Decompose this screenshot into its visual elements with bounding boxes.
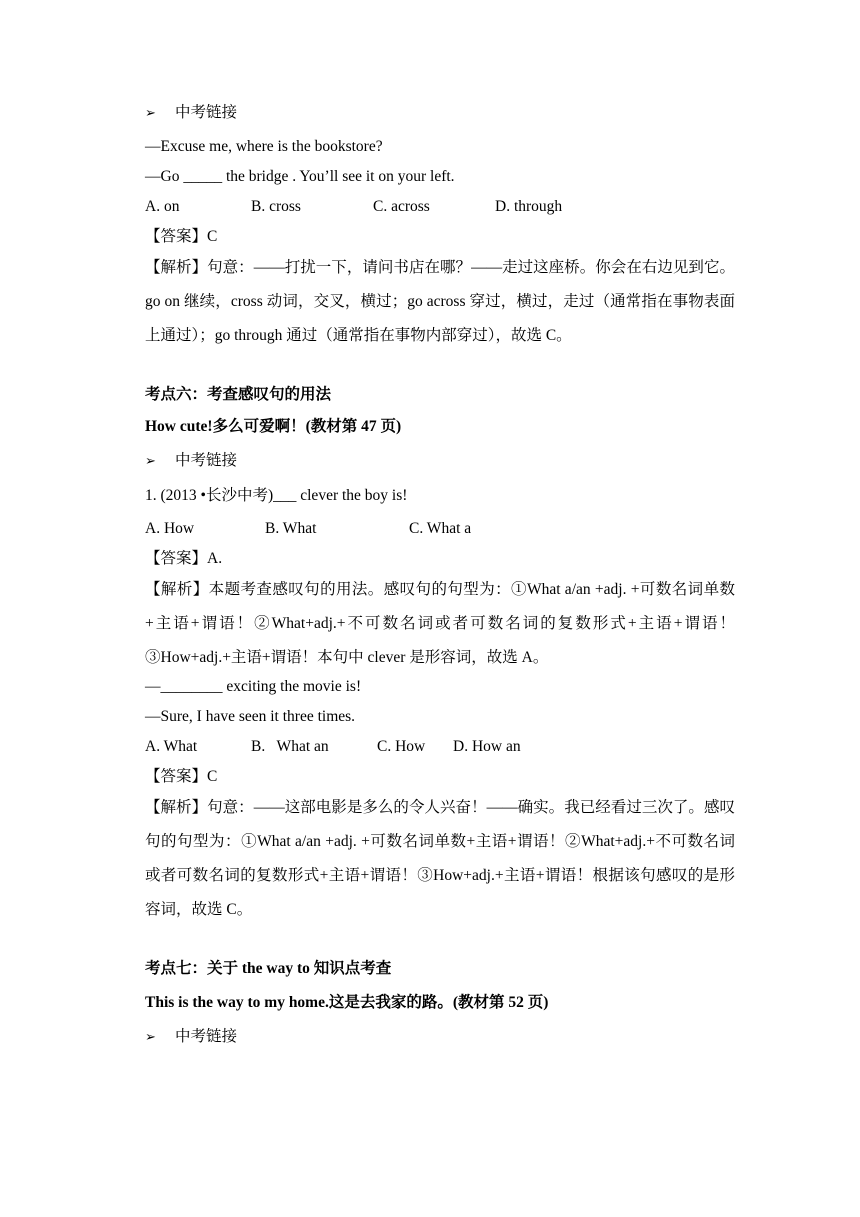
question-line: —Go _____ the bridge . You’ll see it on your left. (145, 168, 455, 185)
option: C. What a (409, 520, 472, 537)
option: A. What (145, 738, 198, 755)
option: D. through (495, 198, 563, 215)
option: B. What (265, 520, 317, 537)
option: C. How (377, 738, 426, 755)
question-line: —________ exciting the movie is! (145, 678, 362, 695)
arrow-bullet-icon: ➢ (145, 454, 156, 469)
analysis-paragraph: 【解析】句意：——打扰一下，请问书店在哪？——走过这座桥。你会在右边见到它。go on 继续，cross 动词，交叉，横过；go across 穿过，横过，走过（通常指在事物表面上通过）；go through 通过（通常指在事物内部穿过），故选 C。 (145, 259, 735, 344)
exam-link-heading: ➢ 中考链接 (145, 1027, 735, 1048)
section-heading: 考点七：关于 the way to 知识点考查 (145, 960, 392, 977)
arrow-bullet-icon: ➢ (145, 106, 156, 121)
section-subheading: This is the way to my home.这是去我家的路。(教材第 52 页) (145, 994, 549, 1011)
arrow-bullet-icon: ➢ (145, 1030, 156, 1045)
answer-options (145, 737, 735, 757)
answer: 【答案】C (145, 228, 218, 245)
exam-link-heading: ➢ 中考链接 (145, 451, 735, 472)
option: B. What an (251, 738, 329, 755)
analysis-paragraph: 【解析】句意：——这部电影是多么的令人兴奋！——确实。我已经看过三次了。感叹句的句型为：①What a/an +adj. +可数名词单数+主语+谓语！②What+adj.+不可数名词或者可数名词的复数形式+主语+谓语！③How+adj.+主语+谓语！根据该句感叹的是形容词，故选 C。 (145, 799, 735, 918)
answer-options (145, 197, 735, 217)
section-subheading: How cute!多么可爱啊！(教材第 47 页) (145, 418, 402, 435)
question-line: —Sure, I have seen it three times. (145, 708, 356, 725)
answer: 【答案】C (145, 768, 218, 785)
option: D. How an (453, 738, 521, 755)
analysis-paragraph: 【解析】本题考查感叹句的用法。感叹句的句型为：①What a/an +adj. +可数名词单数+主语+谓语！②What+adj.+不可数名词或者可数名词的复数形式+主语+谓语！③How+adj.+主语+谓语！本句中 clever 是形容词，故选 A。 (145, 581, 735, 666)
option: A. on (145, 198, 180, 215)
section-heading: 考点六：考查感叹句的用法 (145, 386, 332, 403)
option: B. cross (251, 198, 301, 215)
question-line: 1. (2013 •长沙中考)___ clever the boy is! (145, 487, 408, 504)
option: A. How (145, 520, 195, 537)
exam-link-heading: ➢ 中考链接 (145, 103, 735, 129)
answer-options (145, 519, 735, 539)
document-page (145, 103, 735, 1048)
answer: 【答案】A. (145, 550, 223, 567)
question-line: —Excuse me, where is the bookstore? (145, 138, 383, 155)
option: C. across (373, 198, 430, 215)
